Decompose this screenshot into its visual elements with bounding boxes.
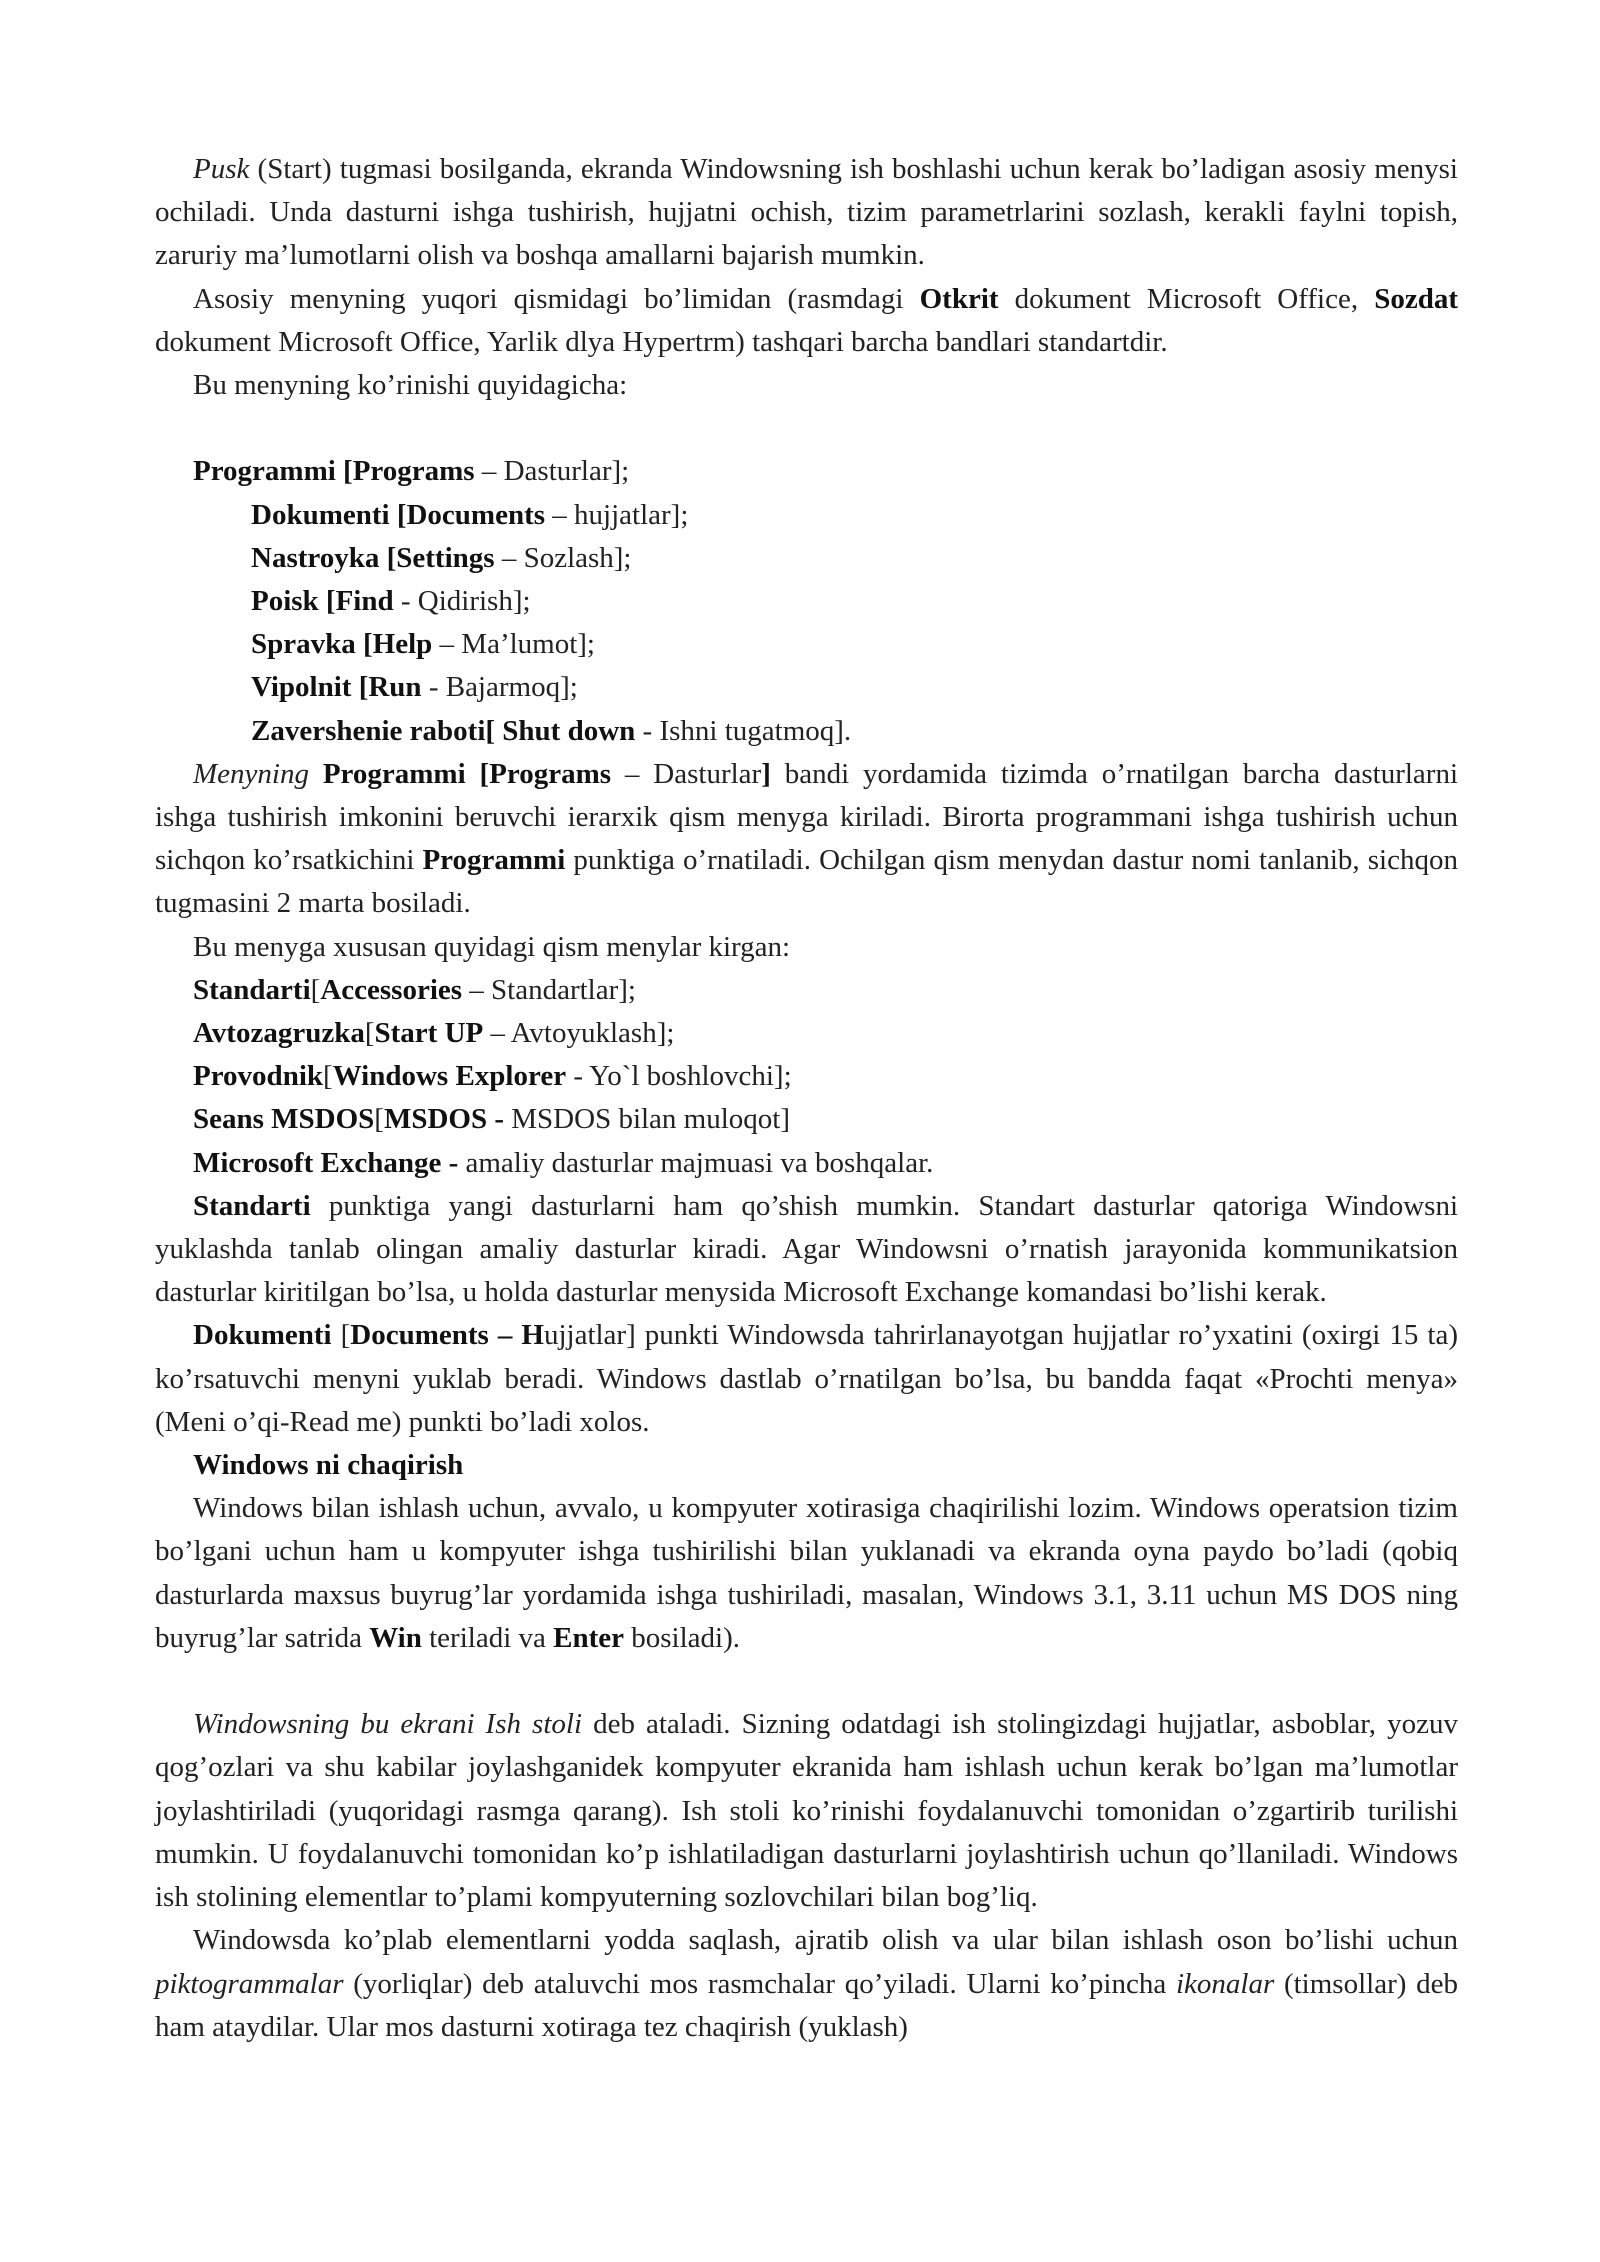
menu-item-desc: – Sozlash];	[494, 541, 632, 574]
term-win: Win	[369, 1621, 422, 1654]
menu-item-desc: – hujjatlar];	[545, 498, 689, 531]
menu-item	[155, 710, 1458, 753]
term-piktogrammalar: piktogrammalar	[155, 1967, 344, 2000]
menu-item-name: Programmi [Programs	[193, 455, 475, 488]
menu-item-desc: – Dasturlar];	[474, 455, 630, 488]
menu-item-desc: - Bajarmoq];	[421, 671, 578, 704]
menu-item-name: Poisk [Find	[251, 585, 394, 618]
paragraph-text: punktiga o’rnatiladi. Ochilgan qism menydan dastur nomi tanlanib, sichqon tugmasini 2 marta bosiladi.	[155, 844, 1458, 920]
menu-item	[155, 494, 1458, 537]
submenu-item-desc: – Avtoyuklash];	[483, 1017, 675, 1050]
submenu-item-name: Provodnik	[193, 1060, 324, 1093]
paragraph-submenu-intro: Bu menyga xususan quyidagi qism menylar kirgan:	[193, 930, 791, 963]
paragraph-windows-launch	[155, 1487, 1458, 1660]
submenu-item-name: Seans MSDOS	[193, 1103, 375, 1136]
paragraph-menu-sections	[155, 278, 1458, 364]
term-programmi: Programmi	[422, 844, 566, 877]
space	[309, 758, 323, 790]
paragraph-text: bandi yordamida tizimda o’rnatilgan barcha dasturlarni ishga tushirish imkonini beruvchi ierarxik qism menyga kiriladi. Birorta programmani ishga tushirish uchun sichqon ko’rsatkichini	[155, 757, 1459, 877]
paragraph-icons	[155, 1919, 1458, 2049]
submenu-item-desc: – Standartlar];	[462, 973, 636, 1006]
heading-text: Windows ni chaqirish	[193, 1449, 464, 1482]
submenu-item-english: Windows Explorer	[332, 1060, 567, 1093]
term-documents: Documents – H	[350, 1319, 544, 1352]
bracket: [	[310, 973, 321, 1006]
submenu-item-english: MSDOS -	[383, 1103, 505, 1136]
paragraph-text: Asosiy menyning yuqori qismidagi bo’limidan (rasmdagi	[193, 282, 920, 315]
term-pusk: Pusk	[193, 153, 250, 185]
term-otkrit: Otkrit	[919, 282, 999, 315]
section-heading	[155, 1444, 1458, 1487]
paragraph-text: bosiladi).	[624, 1621, 741, 1654]
submenu-item-name: Standarti	[193, 973, 311, 1006]
term-menyning: Menyning	[193, 757, 309, 790]
submenu-item-name: Avtozagruzka	[193, 1017, 365, 1050]
submenu-item-desc: - Yo`l boshlovchi];	[566, 1060, 792, 1093]
menu-item-desc: - Ishni tugatmoq].	[635, 714, 852, 747]
paragraph-text: dokument Microsoft Office,	[998, 282, 1375, 315]
paragraph-programs	[155, 753, 1458, 926]
menu-item-name: Vipolnit [Run	[251, 671, 422, 704]
paragraph-text: dokument Microsoft Office, Yarlik dlya Hypertrm) tashqari barcha bandlari standartdir.	[155, 325, 1168, 358]
submenu-item-desc: MSDOS bilan muloqot]	[504, 1103, 791, 1136]
submenu-item-desc: amaliy dasturlar majmuasi va boshqalar.	[458, 1146, 934, 1179]
paragraph-text: – Dasturlar	[611, 757, 762, 790]
paragraph-text: (timsollar) deb ham ataydilar. Ular mos dasturni xotiraga tez chaqirish (yuklash)	[155, 1967, 1458, 2043]
paragraph-desktop	[155, 1703, 1458, 1919]
menu-item-desc: – Ma’lumot];	[432, 628, 595, 661]
bracket: [	[374, 1103, 384, 1136]
paragraph-text: punktiga yangi dasturlarni ham qo’shish mumkin. Standart dasturlar qatoriga Windowsni yuklashda tanlab olingan amaliy dasturlar kiradi. Agar Windowsni o’rnatish jarayonida kommunikatsion dasturlar kiritilgan bo’lsa, u holda dasturlar menysida Microsoft Exchange komandasi bo’lishi kerak.	[155, 1189, 1458, 1309]
submenu-item	[155, 1012, 1458, 1055]
paragraph-text: (Start) tugmasi bosilganda, ekranda Windowsning ish boshlashi uchun kerak bo’ladigan asosiy menysi ochiladi. Unda dasturni ishga tushirish, hujjatni ochish, tizim parametrlarini sozlash, kerakli faylni topish, zaruriy ma’lumotlarni olish va boshqa amallarni bajarish mumkin.	[155, 153, 1458, 272]
term-ikonalar: ikonalar	[1175, 1967, 1275, 2000]
submenu-item-english: Accessories	[320, 973, 463, 1006]
menu-item-name: Spravka [Help	[251, 628, 433, 661]
term-ish-stoli: Windowsning bu ekrani Ish stoli	[193, 1708, 583, 1741]
submenu-item	[155, 1055, 1458, 1098]
paragraph-text: ujjatlar] punkti Windowsda tahrirlanayotgan hujjatlar ro’yxatini (oxirgi 15 ta) ko’rsatuvchi menyni yuklab beradi. Windows dastlab o’rnatilgan bo’lsa, bu bandda faqat «Prochti menya» (Meni o’qi-Read me) punkti bo’ladi xolos.	[155, 1319, 1458, 1438]
menu-item-name: Dokumenti [Documents	[251, 498, 546, 531]
paragraph-start-menu	[155, 148, 1458, 278]
blank-line	[155, 1660, 1458, 1703]
paragraph-dokumenti	[155, 1314, 1458, 1444]
paragraph-text: teriladi va	[421, 1621, 554, 1654]
term-dokumenti: Dokumenti	[193, 1319, 332, 1352]
menu-item	[155, 623, 1458, 666]
submenu-item	[155, 969, 1458, 1012]
term-sozdat: Sozdat	[1374, 282, 1458, 315]
paragraph-text: deb ataladi. Sizning odatdagi ish stolingizdagi hujjatlar, asboblar, yozuv qog’ozlari va shu kabilar joylashganidek kompyuter ekranida ham ishlash uchun kerak bo’lgan ma’lumotlar joylashtiriladi (yuqoridagi rasmga qarang). Ish stoli ko’rinishi foydalanuvchi tomonidan o’zgartirib turilishi mumkin. U foydalanuvchi tomonidan ko’p ishlatiladigan dasturlarni joylashtirish uchun qo’llaniladi. Windows ish stolining elementlar to’plami kompyuterning sozlovchilari bilan bog’liq.	[155, 1708, 1458, 1914]
menu-item	[155, 537, 1458, 580]
menu-item	[155, 450, 1458, 493]
submenu-item-english: Start UP	[374, 1017, 484, 1050]
paragraph-text: (yorliqlar) deb ataluvchi mos rasmchalar qo’yiladi. Ularni ko’pincha	[343, 1967, 1176, 2000]
paragraph-text: [	[331, 1319, 351, 1352]
menu-item	[155, 580, 1458, 623]
bracket: ]	[761, 757, 771, 790]
blank-line	[155, 407, 1458, 450]
submenu-item	[155, 1098, 1458, 1141]
menu-item	[155, 666, 1458, 709]
term-programmi: Programmi [Programs	[322, 757, 612, 790]
term-enter: Enter	[553, 1621, 625, 1654]
paragraph-text: Windowsda ko’plab elementlarni yodda saqlash, ajratib olish va ular bilan ishlash oson bo’lishi uchun	[193, 1924, 1458, 1957]
bracket: [	[323, 1060, 333, 1093]
paragraph-menu-intro: Bu menyning ko’rinishi quyidagicha:	[193, 369, 628, 402]
paragraph-standarti	[155, 1185, 1458, 1315]
submenu-item	[155, 1142, 1458, 1185]
paragraph-text: Windows bilan ishlash uchun, avvalo, u kompyuter xotirasiga chaqirilishi lozim. Windows operatsion tizim bo’lgani uchun ham u kompyuter ishga tushirilishi bilan yuklanadi va ekranda oyna paydo bo’ladi (qobiq dasturlarda maxsus buyrug’lar yordamida ishga tushiriladi, masalan, Windows 3.1, 3.11 uchun MS DOS ning buyrug’lar satrida	[155, 1492, 1458, 1654]
document-page	[155, 148, 1458, 2049]
menu-item-name: Nastroyka [Settings	[251, 541, 495, 574]
bracket: [	[364, 1017, 375, 1050]
submenu-item-name: Microsoft Exchange -	[193, 1146, 459, 1179]
term-standarti: Standarti	[193, 1189, 311, 1222]
menu-item-name: Zavershenie raboti[ Shut down	[251, 714, 636, 747]
menu-item-desc: - Qidirish];	[393, 585, 531, 618]
